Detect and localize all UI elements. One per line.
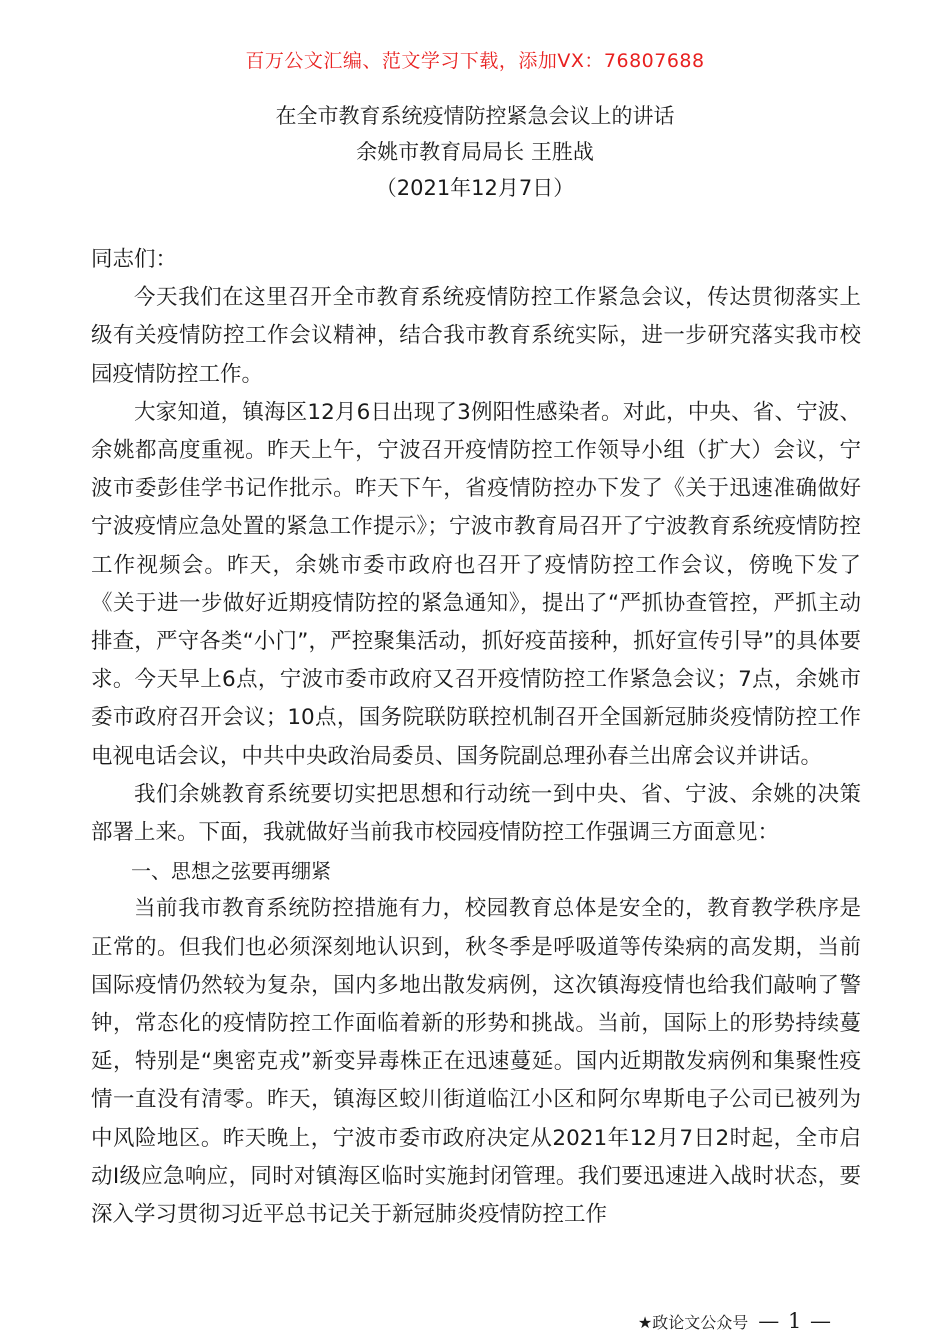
page-number: — 1 — <box>758 1309 832 1333</box>
speaker-line: 余姚市教育局局长 王胜战 <box>356 140 594 164</box>
speech-title-block <box>0 98 950 206</box>
page-footer <box>638 1309 832 1333</box>
paragraph: 我们余姚教育系统要切实把思想和行动统一到中央、省、宁波、余姚的决策部署上来。下面，我就做好当前我市校园疫情防控工作强调三方面意见： <box>91 781 861 846</box>
speech-body <box>91 241 861 1234</box>
speech-title: 在全市教育系统疫情防控紧急会议上的讲话 <box>275 104 675 128</box>
promo-banner: 百万公文汇编、范文学习下载，添加VX：76807688 <box>245 50 705 72</box>
paragraph: 大家知道，镇海区12月6日出现了3例阳性感染者。对此，中央、省、宁波、余姚都高度重视。昨天上午，宁波召开疫情防控工作领导小组（扩大）会议，宁波市委彭佳学书记作批示。昨天下午，省疫情防控办下发了《关于迅速准确做好宁波疫情应急处置的紧急工作提示》；宁波市教育局召开了宁波教育系统疫情防控工作视频会。昨天，余姚市委市政府也召开了疫情防控工作会议，傍晚下发了《关于进一步做好近期疫情防控的紧急通知》，提出了“严抓协查管控，严抓主动排查，严守各类“小门”，严控聚集活动，抓好疫苗接种，抓好宣传引导”的具体要求。今天早上6点，宁波市委市政府又召开疫情防控工作紧急会议；7点，余姚市委市政府召开会议；10点，国务院联防联控机制召开全国新冠肺炎疫情防控工作电视电话会议，中共中央政治局委员、国务院副总理孙春兰出席会议并讲话。 <box>91 399 861 769</box>
speech-date: （2021年12月7日） <box>375 176 575 200</box>
paragraph: 今天我们在这里召开全市教育系统疫情防控工作紧急会议，传达贯彻落实上级有关疫情防控工作会议精神，结合我市教育系统实际，进一步研究落实我市校园疫情防控工作。 <box>91 285 861 387</box>
paragraph: 当前我市教育系统防控措施有力，校园教育总体是安全的，教育教学秩序是正常的。但我们也必须深刻地认识到，秋冬季是呼吸道等传染病的高发期，当前国际疫情仍然较为复杂，国内多地出散发病例，这次镇海疫情也给我们敲响了警钟，常态化的疫情防控工作面临着新的形势和挑战。当前，国际上的形势持续蔓延，特别是“奥密克戎”新变异毒株正在迅速蔓延。国内近期散发病例和集聚性疫情一直没有清零。昨天，镇海区蛟川街道临江小区和阿尔卑斯电子公司已被列为中风险地区。昨天晚上，宁波市委市政府决定从2021年12月7日2时起，全市启动Ⅰ级应急响应，同时对镇海区临时实施封闭管理。我们要迅速进入战时状态，要深入学习贯彻习近平总书记关于新冠肺炎疫情防控工作 <box>91 896 861 1228</box>
footer-source: ★政论文公众号 <box>637 1312 749 1332</box>
section-heading: 一、思想之弦要再绷紧 <box>131 859 331 884</box>
greeting: 同志们： <box>91 247 178 272</box>
